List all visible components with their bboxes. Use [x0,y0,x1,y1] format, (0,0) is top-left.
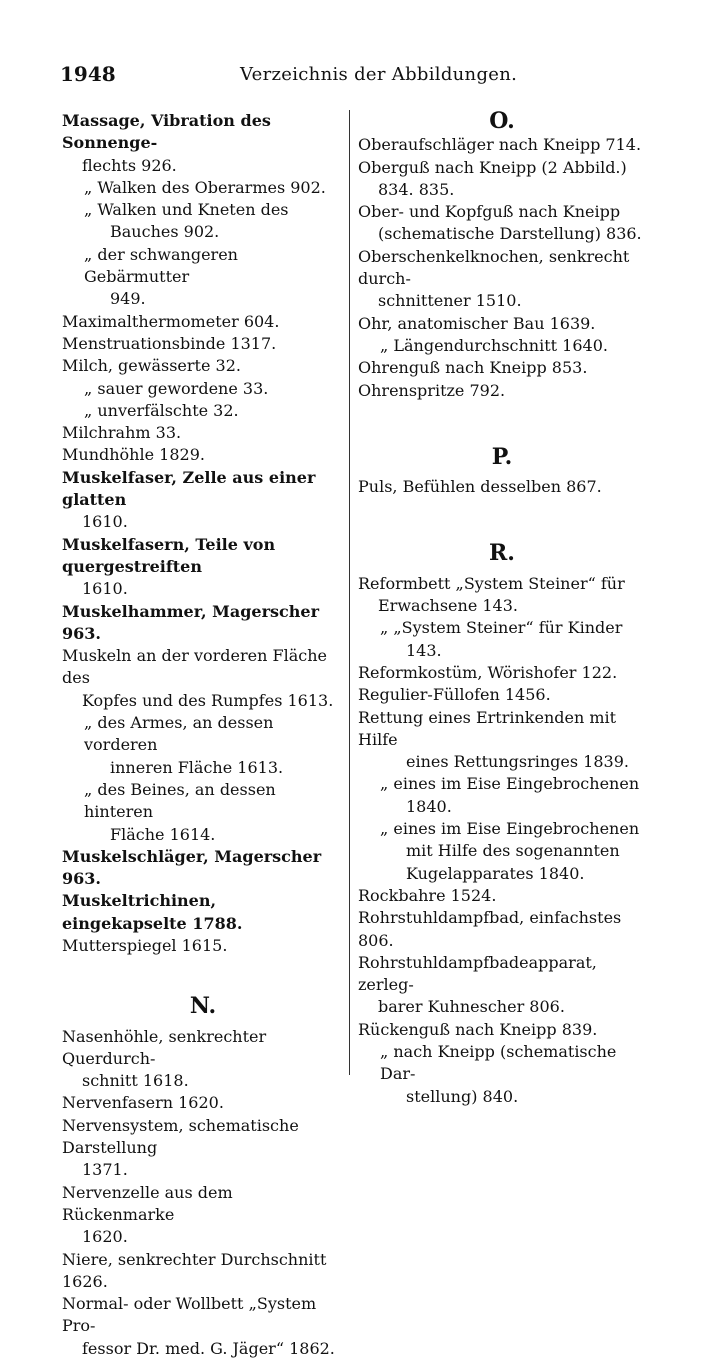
index-entry-continuation: 834. 835. [378,179,455,199]
index-subentry: „ Längendurchschnitt 1640. [380,335,608,355]
section-heading-n: N. [189,993,217,1020]
page-number: 1948 [60,62,116,86]
index-entry: Muskeln an der vorderen Fläche des [62,646,327,688]
index-entry: Oberschenkelknochen, senkrecht durch- [358,246,630,289]
index-subentry: „ nach Kneipp (schematische Dar- [380,1041,617,1084]
page-header [60,62,650,92]
index-entry: Oberguß nach Kneipp (2 Abbild.) [358,157,627,177]
index-entry-continuation: 143. [406,640,442,660]
index-subentry: „ unverfälschte 32. [84,400,239,420]
index-entry: Milchrahm 33. [62,423,182,443]
index-entry-continuation: Fläche 1614. [110,824,216,844]
index-entry: Rohrstuhldampfbadeapparat, zerleg- [358,952,597,995]
index-subentry: „ des Beines, an dessen hinteren [84,779,276,822]
index-subentry: „ des Armes, an dessen vorderen [84,713,274,755]
index-entry: Nervenfasern 1620. [62,1093,224,1113]
index-entry: Nasenhöhle, senkrechter Querdurch- [62,1026,267,1068]
index-entry-continuation: 949. [110,289,146,309]
index-entry: Ober- und Kopfguß nach Kneipp [358,202,621,222]
index-subentry: „ „System Steiner“ für Kinder [380,618,623,638]
index-entry: Massage, Vibration des Sonnenge- [62,111,271,153]
index-subentry: „ Walken und Kneten des [84,200,289,220]
left-column [62,110,344,1360]
index-entry-continuation: 1620. [82,1227,128,1247]
section-heading-r: R. [489,540,515,567]
index-entry-continuation: schnitt 1618. [82,1071,189,1091]
index-entry: Rettung eines Ertrinkenden mit Hilfe [358,707,617,749]
index-entry: Rockbahre 1524. [358,885,497,905]
index-entry: Muskelfaser, Zelle aus einer glatten [62,467,316,510]
index-entry: Muskelhammer, Magerscher 963. [62,601,320,643]
index-entry: Muskeltrichinen, eingekapselte 1788. [62,891,243,933]
index-entry-continuation: 1840. [406,796,452,816]
index-subentry: „ eines im Eise Eingebrochenen [380,774,640,794]
index-subentry: „ Walken des Oberarmes 902. [84,177,326,197]
index-entry: Reformbett „System Steiner“ für [358,573,625,593]
index-entry: Ohrenguß nach Kneipp 853. [358,358,588,378]
index-subentry: „ sauer gewordene 33. [84,378,269,398]
index-entry: Mutterspiegel 1615. [62,935,228,955]
index-entry: Menstruationsbinde 1317. [62,333,277,353]
index-entry: Rohrstuhldampfbad, einfachstes 806. [358,908,622,950]
right-column [358,110,646,1108]
index-entry: Nervensystem, schematische Darstellung [62,1115,299,1158]
index-entry-continuation: Bauches 902. [110,222,220,242]
index-entry-continuation: barer Kuhnescher 806. [378,997,565,1017]
index-entry-continuation: flechts 926. [82,155,177,175]
index-entry: Nervenzelle aus dem Rückenmarke [62,1182,233,1224]
index-entry-continuation: stellung) 840. [406,1086,519,1106]
index-entry: Muskelschläger, Magerscher 963. [62,846,322,889]
index-entry-continuation: inneren Fläche 1613. [110,757,284,777]
index-entry-continuation: Erwachsene 143. [378,596,518,616]
index-entry-continuation: fessor Dr. med. G. Jäger“ 1862. [82,1338,335,1358]
index-subentry: „ eines im Eise Eingebrochenen [380,819,640,839]
index-entry: Ohrenspritze 792. [358,380,506,400]
index-subentry: „ der schwangeren Gebärmutter [84,244,238,287]
index-entry-continuation: (schematische Darstellung) 836. [378,224,642,244]
index-entry: Regulier-Füllofen 1456. [358,685,551,705]
index-entry-continuation: Kugelapparates 1840. [406,863,585,883]
index-entry: Rückenguß nach Kneipp 839. [358,1019,598,1039]
section-heading-p: P. [491,443,513,470]
section-heading-o: O. [489,108,515,134]
index-entry-continuation: 1371. [82,1160,128,1180]
index-entry-continuation: 1610. [82,579,128,599]
index-entry-continuation: Kopfes und des Rumpfes 1613. [82,690,334,710]
index-entry-continuation: schnittener 1510. [378,291,522,311]
index-entry-continuation: 1610. [82,512,128,532]
index-entry: Niere, senkrechter Durchschnitt 1626. [62,1249,327,1291]
index-entry: Oberaufschläger nach Kneipp 714. [358,135,642,155]
index-entry: Maximalthermometer 604. [62,311,280,331]
column-divider [349,110,350,1075]
index-entry: Muskelfasern, Teile von quergestreiften [62,534,276,576]
running-title: Verzeichnis der Abbildungen. [240,64,518,85]
index-entry: Reformkostüm, Wörishofer 122. [358,662,618,682]
index-entry: Ohr, anatomischer Bau 1639. [358,313,596,333]
index-entry: Milch, gewässerte 32. [62,356,241,376]
index-entry: Puls, Befühlen desselben 867. [358,477,602,497]
index-entry-continuation: eines Rettungsringes 1839. [406,752,629,772]
index-entry: Normal- oder Wollbett „System Pro- [62,1294,317,1336]
index-entry-continuation: mit Hilfe des sogenannten [406,841,620,861]
index-entry: Mundhöhle 1829. [62,445,205,465]
